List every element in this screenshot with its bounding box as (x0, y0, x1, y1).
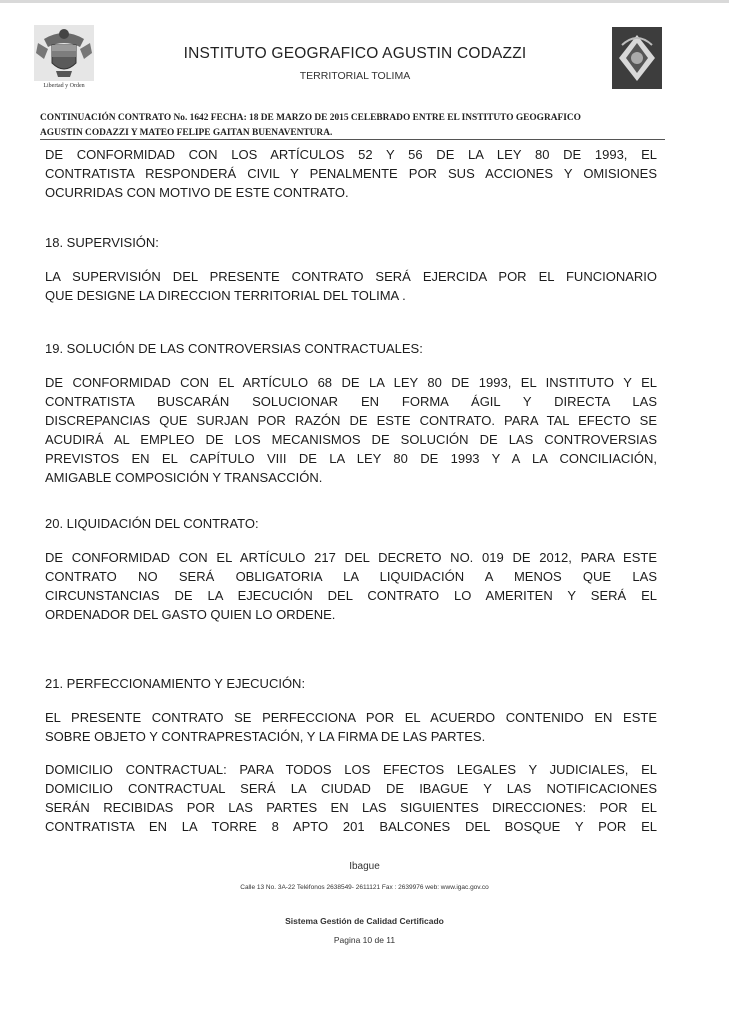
text-line: DISCREPANCIAS QUE SURJAN POR RAZÓN DE ESTE CONTRATO. PARA TAL EFECTO SE (45, 413, 657, 428)
text-line: CONTRATISTA EN LA TORRE 8 APTO 201 BALCONES DEL BOSQUE Y POR EL (45, 819, 657, 834)
page-number: Pagina 10 de 11 (333, 935, 396, 945)
coat-of-arms-logo (34, 25, 94, 91)
page-title: INSTITUTO GEOGRAFICO AGUSTIN CODAZZI (183, 45, 527, 62)
contract-reference-line-2: AGUSTIN CODAZZI Y MATEO FELIPE GAITAN BUENAVENTURA. (40, 128, 333, 138)
text-line: DE CONFORMIDAD CON LOS ARTÍCULOS 52 Y 56 DE LA LEY 80 DE 1993, EL (45, 147, 657, 162)
text-line: QUE DESIGNE LA DIRECCION TERRITORIAL DEL TOLIMA . (45, 288, 406, 303)
header-divider (40, 139, 665, 140)
text-line: DOMICILIO CONTRACTUAL: PARA TODOS LOS EFECTOS LEGALES Y JUDICIALES, EL (45, 762, 657, 777)
section-heading-18 (45, 233, 657, 252)
text-line: LA SUPERVISIÓN DEL PRESENTE CONTRATO SERÁ EJERCIDA POR EL FUNCIONARIO (45, 269, 657, 284)
footer-quality: Sistema Gestión de Calidad Certificado (285, 916, 444, 926)
text-line: DE CONFORMIDAD CON EL ARTÍCULO 68 DE LA LEY 80 DE 1993, EL INSTITUTO Y EL (45, 375, 657, 390)
coat-of-arms-icon (34, 25, 94, 81)
text-line: OCURRIDAS CON MOTIVO DE ESTE CONTRATO. (45, 185, 349, 200)
heading-text: 21. PERFECCIONAMIENTO Y EJECUCIÓN: (45, 676, 306, 691)
text-line: EL PRESENTE CONTRATO SE PERFECCIONA POR EL ACUERDO CONTENIDO EN ESTE (45, 710, 657, 725)
heading-text: 18. SUPERVISIÓN: (45, 235, 159, 250)
igac-logo-icon (612, 27, 662, 89)
text-line: DOMICILIO CONTRACTUAL SERÁ LA CIUDAD DE IBAGUE Y LAS NOTIFICACIONES (45, 781, 657, 796)
text-line: CIRCUNSTANCIAS DE LA EJECUCIÓN DEL CONTRATO LO AMERITEN Y SERÁ EL (45, 588, 657, 603)
contract-reference-line-1: CONTINUACIÓN CONTRATO No. 1642 FECHA: 18 DE MARZO DE 2015 CELEBRADO ENTRE EL INSTITUTO GEOGRAFICO (40, 113, 581, 123)
text-line: PREVISTOS EN EL CAPÍTULO VIII DE LA LEY 80 DE 1993 Y A LA CONCILIACIÓN, (45, 451, 657, 466)
paragraph-19 (45, 373, 657, 487)
section-heading-19 (45, 339, 657, 358)
footer-address: Calle 13 No. 3A-22 Teléfonos 2638549- 2611121 Fax : 2639976 web: www.igac.gov.co (240, 884, 489, 891)
text-line: CONTRATO NO SERÁ OBLIGATORIA LA LIQUIDACIÓN A MENOS QUE LAS (45, 569, 657, 584)
contract-reference (40, 111, 665, 141)
igac-logo (612, 27, 662, 89)
footer-city: Ibague (349, 861, 380, 872)
text-line: SERÁN RECIBIDAS POR LAS PARTES EN LAS SIGUIENTES DIRECCIONES: POR EL (45, 800, 657, 815)
page-subtitle: TERRITORIAL TOLIMA (299, 70, 411, 82)
section-heading-21 (45, 674, 657, 693)
text-line: AMIGABLE COMPOSICIÓN Y TRANSACCIÓN. (45, 470, 323, 485)
paragraph-21a (45, 708, 657, 746)
text-line: ORDENADOR DEL GASTO QUIEN LO ORDENE. (45, 607, 336, 622)
section-heading-20 (45, 514, 657, 533)
text-line: CONTRATISTA BUSCARÁN SOLUCIONAR EN FORMA ÁGIL Y DIRECTA LAS (45, 394, 657, 409)
top-border (0, 0, 729, 3)
coat-of-arms-motto: Libertad y Orden (43, 83, 85, 89)
text-line: SOBRE OBJETO Y CONTRAPRESTACIÓN, Y LA FIRMA DE LAS PARTES. (45, 729, 486, 744)
paragraph-intro (45, 145, 657, 202)
paragraph-21b (45, 760, 657, 836)
text-line: ACUDIRÁ AL EMPLEO DE LOS MECANISMOS DE SOLUCIÓN DE LAS CONTROVERSIAS (45, 432, 657, 447)
text-line: DE CONFORMIDAD CON EL ARTÍCULO 217 DEL DECRETO NO. 019 DE 2012, PARA ESTE (45, 550, 657, 565)
paragraph-18 (45, 267, 657, 305)
heading-text: 20. LIQUIDACIÓN DEL CONTRATO: (45, 516, 259, 531)
heading-text: 19. SOLUCIÓN DE LAS CONTROVERSIAS CONTRACTUALES: (45, 341, 423, 356)
paragraph-20 (45, 548, 657, 624)
text-line: CONTRATISTA RESPONDERÁ CIVIL Y PENALMENTE POR SUS ACCIONES Y OMISIONES (45, 166, 657, 181)
